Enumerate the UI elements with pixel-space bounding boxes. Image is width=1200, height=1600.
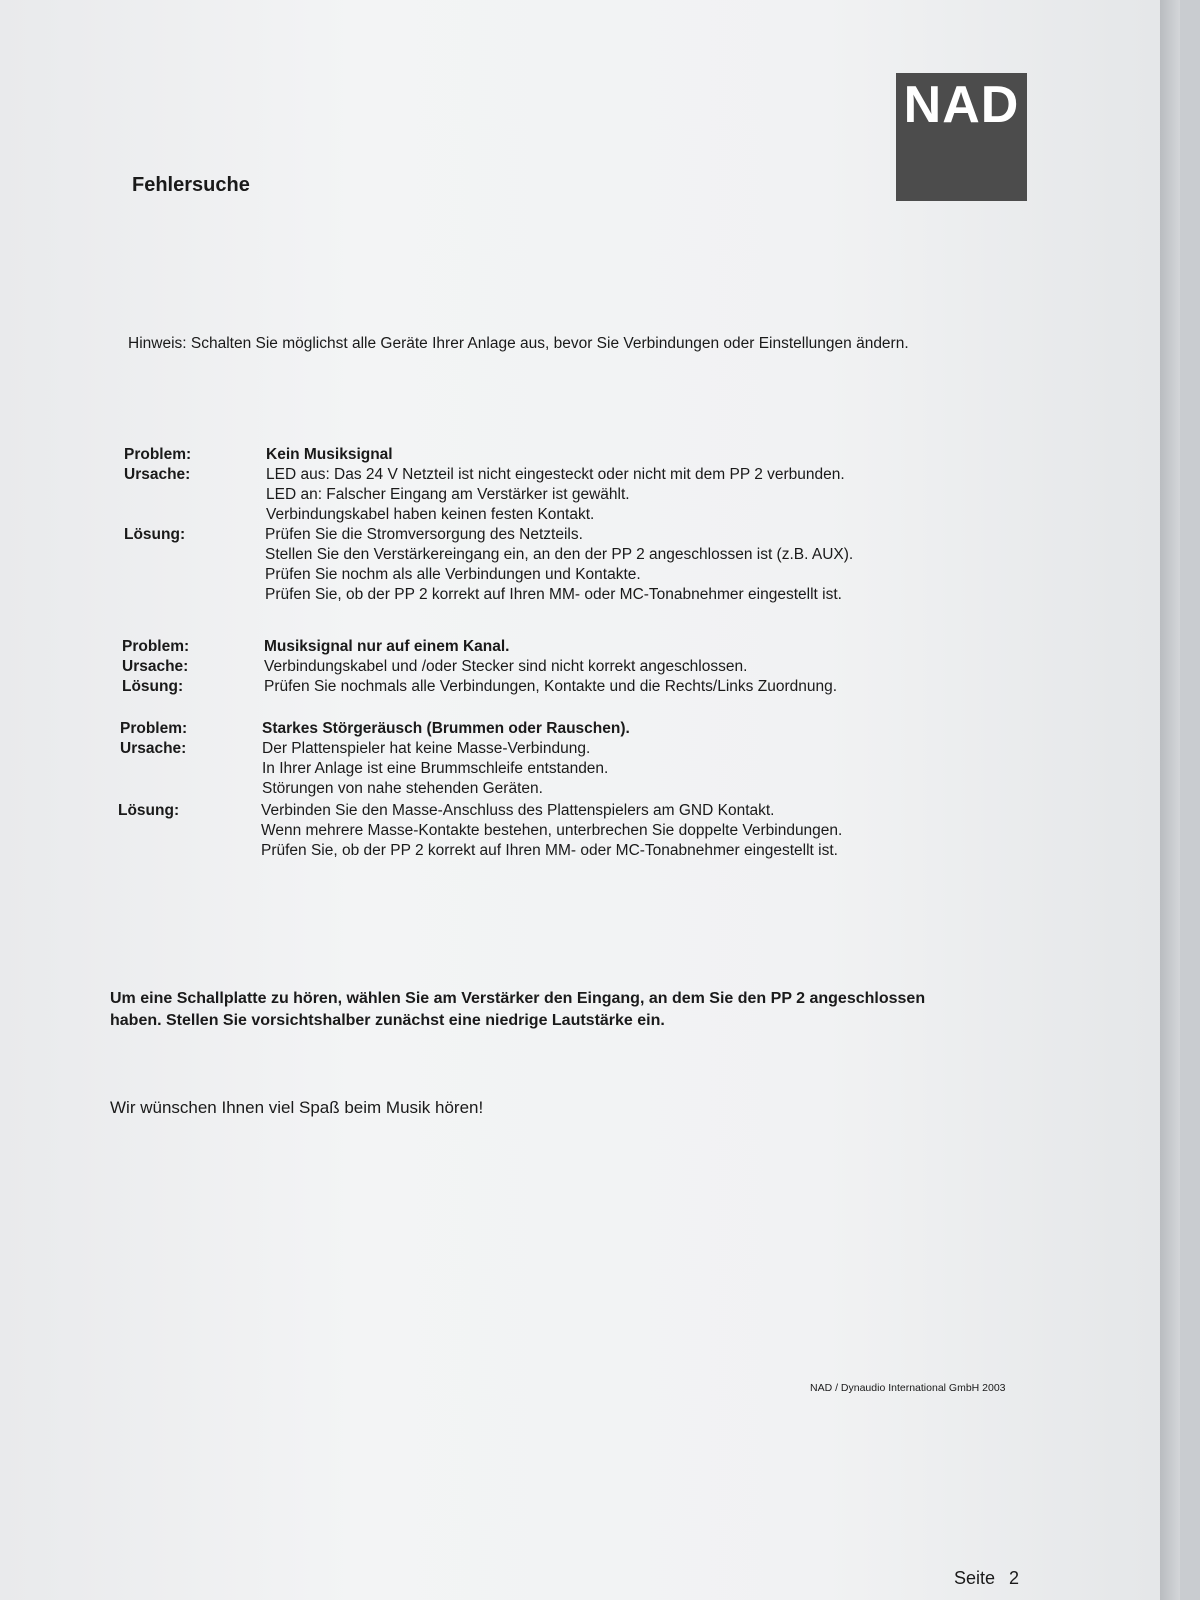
page-number	[954, 1568, 1019, 1589]
problem-title: Musiksignal nur auf einem Kanal.	[264, 638, 510, 655]
cause-line: Verbindungskabel und /oder Stecker sind nicht korrekt angeschlossen.	[264, 658, 748, 675]
solution-line: Prüfen Sie die Stromversorgung des Netzteils.	[265, 526, 583, 543]
solution-line: Stellen Sie den Verstärkereingang ein, an den der PP 2 angeschlossen ist (z.B. AUX).	[265, 546, 854, 563]
solution-line: Prüfen Sie nochm als alle Verbindungen und Kontakte.	[265, 566, 641, 583]
closing-wish: Wir wünschen Ihnen viel Spaß beim Musik hören!	[110, 1098, 484, 1117]
cause-line: Der Plattenspieler hat keine Masse-Verbindung.	[262, 740, 591, 757]
cause-line: Verbindungskabel haben keinen festen Kontakt.	[266, 506, 595, 523]
solution-line: Wenn mehrere Masse-Kontakte bestehen, unterbrechen Sie doppelte Verbindungen.	[261, 822, 843, 839]
cause-line: LED aus: Das 24 V Netzteil ist nicht eingesteckt oder nicht mit dem PP 2 verbunden.	[266, 466, 845, 483]
cause-line: Störungen von nahe stehenden Geräten.	[262, 780, 543, 797]
problem-label: Problem:	[120, 720, 188, 737]
solution-line: Prüfen Sie, ob der PP 2 korrekt auf Ihren MM- oder MC-Tonabnehmer eingestellt ist.	[261, 842, 838, 859]
solution-line: Verbinden Sie den Masse-Anschluss des Plattenspielers am GND Kontakt.	[261, 802, 775, 819]
cause-line: In Ihrer Anlage ist eine Brummschleife entstanden.	[262, 760, 609, 777]
solution-line: Prüfen Sie, ob der PP 2 korrekt auf Ihren MM- oder MC-Tonabnehmer eingestellt ist.	[265, 586, 842, 603]
page-edge	[1160, 0, 1180, 1600]
problem-label: Problem:	[124, 446, 192, 463]
cause-label: Ursache:	[122, 658, 189, 675]
solution-line: Prüfen Sie nochmals alle Verbindungen, Kontakte und die Rechts/Links Zuordnung.	[264, 678, 838, 695]
copyright-notice: NAD / Dynaudio International GmbH 2003	[810, 1382, 1006, 1394]
problem-label: Problem:	[122, 638, 190, 655]
solution-label: Lösung:	[118, 802, 180, 819]
page-number-value: 2	[1009, 1568, 1020, 1588]
nad-logo	[896, 73, 1027, 201]
problem-title: Starkes Störgeräusch (Brummen oder Rauschen).	[262, 720, 630, 737]
page-label: Seite	[954, 1568, 996, 1588]
solution-label: Lösung:	[122, 678, 184, 695]
problem-title: Kein Musiksignal	[266, 446, 393, 463]
page-title: Fehlersuche	[132, 174, 250, 196]
cause-label: Ursache:	[120, 740, 187, 757]
cause-line: LED an: Falscher Eingang am Verstärker ist gewählt.	[266, 486, 630, 503]
logo-text: NAD	[903, 76, 1020, 134]
solution-label: Lösung:	[124, 526, 186, 543]
note-text: Hinweis: Schalten Sie möglichst alle Geräte Ihrer Anlage aus, bevor Sie Verbindungen oder Einstellungen ändern.	[128, 335, 909, 352]
cause-label: Ursache:	[124, 466, 191, 483]
closing-instruction: Um eine Schallplatte zu hören, wählen Sie am Verstärker den Eingang, an dem Sie den PP 2 angeschlossen haben. Stellen Sie vorsichtshalber zunächst eine niedrige Lautstärke ein.	[110, 990, 926, 1029]
